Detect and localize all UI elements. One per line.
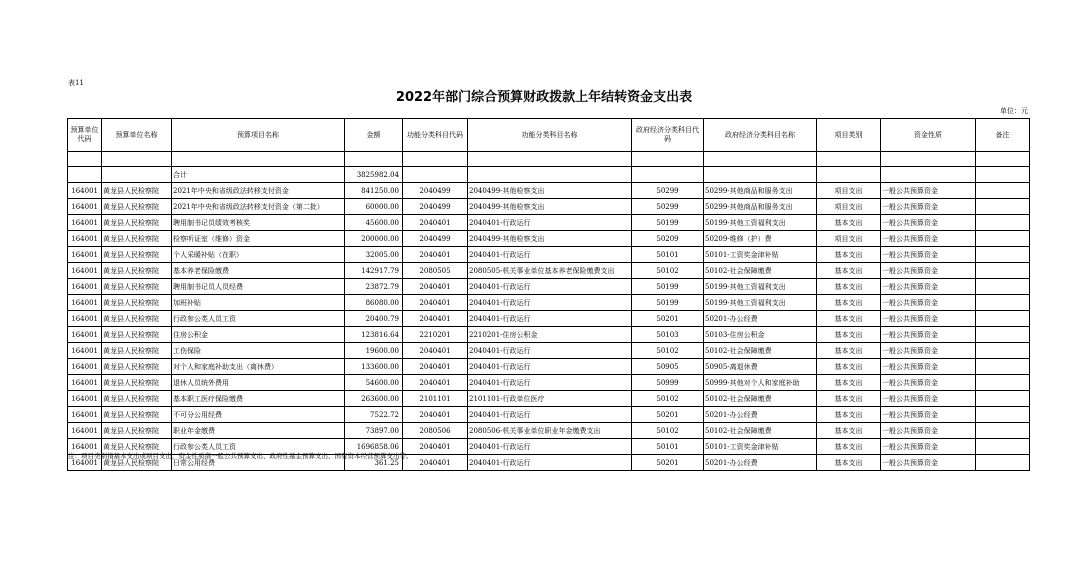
func-name-cell: 2040401-行政运行: [468, 375, 632, 391]
func-code-cell: 2040401: [403, 311, 468, 327]
econ-name-cell: 50299-其他商品和服务支出: [704, 199, 817, 215]
unit-name-cell: 黄龙县人民检察院: [102, 439, 172, 455]
project-name-cell: 行政参公类人员工资: [172, 311, 345, 327]
econ-code-cell: 50199: [632, 215, 704, 231]
amount-cell: 23872.79: [345, 279, 403, 295]
econ-name-cell: 50102-社会保障缴费: [704, 391, 817, 407]
unit-code-cell: 164001: [68, 295, 102, 311]
remark-cell: [976, 295, 1030, 311]
fund-type-cell: 一般公共预算资金: [881, 391, 976, 407]
unit-code-cell: 164001: [68, 247, 102, 263]
amount-cell: 200000.00: [345, 231, 403, 247]
remark-cell: [976, 183, 1030, 199]
amount-cell: 841250.00: [345, 183, 403, 199]
remark-cell: [976, 423, 1030, 439]
econ-code-cell: 50201: [632, 407, 704, 423]
econ-name-cell: 50102-社会保障缴费: [704, 423, 817, 439]
category-cell: 基本支出: [817, 295, 881, 311]
unit-name-cell: 黄龙县人民检察院: [102, 279, 172, 295]
unit-name-cell: 黄龙县人民检察院: [102, 359, 172, 375]
unit-name-cell: 黄龙县人民检察院: [102, 199, 172, 215]
remark-cell: [976, 455, 1030, 471]
fund-type-cell: 一般公共预算资金: [881, 343, 976, 359]
remark-cell: [976, 375, 1030, 391]
remark-cell: [976, 279, 1030, 295]
project-name-cell: 退休人员统外费用: [172, 375, 345, 391]
category-cell: 基本支出: [817, 343, 881, 359]
econ-name-cell: 50199-其他工资福利支出: [704, 279, 817, 295]
func-name-cell: 2040401-行政运行: [468, 439, 632, 455]
econ-name-cell: 50209-维修（护）费: [704, 231, 817, 247]
project-name-cell: 不可分公用经费: [172, 407, 345, 423]
unit-code-cell: 164001: [68, 391, 102, 407]
project-name-cell: 2021年中央和省级政法转移支付资金（第二批）: [172, 199, 345, 215]
header-row: [68, 119, 1030, 152]
table-row: [68, 343, 1030, 359]
func-code-cell: 2040401: [403, 359, 468, 375]
unit-name-cell: 黄龙县人民检察院: [102, 455, 172, 471]
header-cell: 金额: [345, 119, 403, 152]
func-name-cell: 2080505-机关事业单位基本养老保险缴费支出: [468, 263, 632, 279]
project-name-cell: 对个人和家庭补助支出（离休费）: [172, 359, 345, 375]
func-name-cell: 2101101-行政单位医疗: [468, 391, 632, 407]
fund-type-cell: 一般公共预算资金: [881, 231, 976, 247]
unit-code-cell: 164001: [68, 215, 102, 231]
category-cell: 基本支出: [817, 439, 881, 455]
func-code-cell: 2040499: [403, 199, 468, 215]
remark-cell: [976, 231, 1030, 247]
econ-name-cell: 50905-离退休费: [704, 359, 817, 375]
func-code-cell: 2040401: [403, 295, 468, 311]
func-name-cell: 2040401-行政运行: [468, 455, 632, 471]
unit-name-cell: 黄龙县人民检察院: [102, 391, 172, 407]
fund-type-cell: 一般公共预算资金: [881, 247, 976, 263]
table-row: [68, 311, 1030, 327]
footnote: 注：项目类别指基本支出或项目支出，资金性质指一般公共预算支出、政府性基金预算支出、国有资本经营预算支出等。: [68, 452, 413, 460]
fund-type-cell: 一般公共预算资金: [881, 263, 976, 279]
func-name-cell: 2040401-行政运行: [468, 407, 632, 423]
table-row: [68, 199, 1030, 215]
func-name-cell: 2040401-行政运行: [468, 311, 632, 327]
econ-code-cell: 50199: [632, 279, 704, 295]
remark-cell: [976, 263, 1030, 279]
spacer-row: [68, 152, 1030, 167]
unit-name-cell: 黄龙县人民检察院: [102, 215, 172, 231]
func-code-cell: 2080506: [403, 423, 468, 439]
table-row: [68, 295, 1030, 311]
econ-code-cell: 50209: [632, 231, 704, 247]
unit-label: 单位：元: [1000, 107, 1028, 115]
fund-type-cell: 一般公共预算资金: [881, 439, 976, 455]
remark-cell: [976, 343, 1030, 359]
unit-code-cell: 164001: [68, 375, 102, 391]
func-code-cell: 2040401: [403, 343, 468, 359]
unit-name-cell: 黄龙县人民检察院: [102, 375, 172, 391]
func-name-cell: 2040401-行政运行: [468, 343, 632, 359]
econ-name-cell: 50201-办公经费: [704, 455, 817, 471]
func-code-cell: 2040401: [403, 215, 468, 231]
func-code-cell: 2040401: [403, 439, 468, 455]
fund-type-cell: 一般公共预算资金: [881, 455, 976, 471]
fund-type-cell: 一般公共预算资金: [881, 311, 976, 327]
func-code-cell: 2040401: [403, 247, 468, 263]
remark-cell: [976, 311, 1030, 327]
econ-code-cell: 50102: [632, 423, 704, 439]
expenditure-table: [67, 118, 1030, 471]
table-row: [68, 263, 1030, 279]
econ-name-cell: 50201-办公经费: [704, 407, 817, 423]
unit-name-cell: 黄龙县人民检察院: [102, 231, 172, 247]
category-cell: 项目支出: [817, 183, 881, 199]
econ-code-cell: 50905: [632, 359, 704, 375]
econ-code-cell: 50101: [632, 439, 704, 455]
header-cell: 功能分类科目代码: [403, 119, 468, 152]
unit-name-cell: 黄龙县人民检察院: [102, 423, 172, 439]
unit-name-cell: 黄龙县人民检察院: [102, 311, 172, 327]
table-row: [68, 215, 1030, 231]
amount-cell: 1696858.06: [345, 439, 403, 455]
table-row: [68, 407, 1030, 423]
amount-cell: 7522.72: [345, 407, 403, 423]
econ-code-cell: 50999: [632, 375, 704, 391]
econ-name-cell: 50103-住房公积金: [704, 327, 817, 343]
table-row: [68, 183, 1030, 199]
func-code-cell: 2040499: [403, 183, 468, 199]
category-cell: 基本支出: [817, 327, 881, 343]
func-name-cell: 2040401-行政运行: [468, 215, 632, 231]
unit-name-cell: 黄龙县人民检察院: [102, 263, 172, 279]
amount-cell: 32005.00: [345, 247, 403, 263]
project-name-cell: 行政参公类人员工资: [172, 439, 345, 455]
fund-type-cell: 一般公共预算资金: [881, 215, 976, 231]
header-cell: 预算项目名称: [172, 119, 345, 152]
amount-cell: 45600.00: [345, 215, 403, 231]
unit-name-cell: 黄龙县人民检察院: [102, 295, 172, 311]
func-name-cell: 2040401-行政运行: [468, 295, 632, 311]
econ-code-cell: 50102: [632, 263, 704, 279]
amount-cell: 54600.00: [345, 375, 403, 391]
fund-type-cell: 一般公共预算资金: [881, 199, 976, 215]
func-name-cell: 2040499-其他检察支出: [468, 231, 632, 247]
category-cell: 基本支出: [817, 375, 881, 391]
fund-type-cell: 一般公共预算资金: [881, 327, 976, 343]
table-row: [68, 327, 1030, 343]
func-code-cell: 2101101: [403, 391, 468, 407]
category-cell: 基本支出: [817, 359, 881, 375]
func-name-cell: 2040401-行政运行: [468, 359, 632, 375]
unit-name-cell: 黄龙县人民检察院: [102, 183, 172, 199]
fund-type-cell: 一般公共预算资金: [881, 295, 976, 311]
func-code-cell: 2080505: [403, 263, 468, 279]
econ-code-cell: 50103: [632, 327, 704, 343]
header-cell: 政府经济分类科目名称: [704, 119, 817, 152]
remark-cell: [976, 215, 1030, 231]
category-cell: 基本支出: [817, 263, 881, 279]
table-row: [68, 231, 1030, 247]
unit-name-cell: 黄龙县人民检察院: [102, 407, 172, 423]
project-name-cell: 2021年中央和省级政法转移支付资金: [172, 183, 345, 199]
project-name-cell: 基本职工医疗保险缴费: [172, 391, 345, 407]
total-amount: 3825982.04: [345, 167, 403, 183]
category-cell: 基本支出: [817, 279, 881, 295]
total-label: 合计: [172, 167, 345, 183]
fund-type-cell: 一般公共预算资金: [881, 183, 976, 199]
econ-name-cell: 50201-办公经费: [704, 311, 817, 327]
econ-code-cell: 50102: [632, 391, 704, 407]
econ-name-cell: 50199-其他工资福利支出: [704, 295, 817, 311]
econ-code-cell: 50299: [632, 199, 704, 215]
unit-code-cell: 164001: [68, 359, 102, 375]
unit-code-cell: 164001: [68, 343, 102, 359]
econ-name-cell: 50101-工资奖金津补贴: [704, 247, 817, 263]
project-name-cell: 职业年金缴费: [172, 423, 345, 439]
unit-code-cell: 164001: [68, 183, 102, 199]
unit-code-cell: 164001: [68, 231, 102, 247]
econ-code-cell: 50199: [632, 295, 704, 311]
func-code-cell: 2040401: [403, 375, 468, 391]
header-cell: 项目类别: [817, 119, 881, 152]
header-cell: 备注: [976, 119, 1030, 152]
header-cell: 政府经济分类科目代码: [632, 119, 704, 152]
func-name-cell: 2210201-住房公积金: [468, 327, 632, 343]
func-name-cell: 2040401-行政运行: [468, 247, 632, 263]
unit-code-cell: 164001: [68, 263, 102, 279]
func-name-cell: 2080506-机关事业单位职业年金缴费支出: [468, 423, 632, 439]
table-row: [68, 375, 1030, 391]
unit-code-cell: 164001: [68, 439, 102, 455]
unit-code-cell: 164001: [68, 279, 102, 295]
unit-code-cell: 164001: [68, 199, 102, 215]
amount-cell: 86080.00: [345, 295, 403, 311]
econ-name-cell: 50999-其他对个人和家庭补助: [704, 375, 817, 391]
unit-name-cell: 黄龙县人民检察院: [102, 327, 172, 343]
func-name-cell: 2040499-其他检察支出: [468, 183, 632, 199]
func-code-cell: 2040401: [403, 455, 468, 471]
func-code-cell: 2210201: [403, 327, 468, 343]
category-cell: 基本支出: [817, 423, 881, 439]
amount-cell: 19600.00: [345, 343, 403, 359]
remark-cell: [976, 199, 1030, 215]
category-cell: 基本支出: [817, 215, 881, 231]
econ-name-cell: 50102-社会保障缴费: [704, 343, 817, 359]
econ-name-cell: 50102-社会保障缴费: [704, 263, 817, 279]
unit-code-cell: 164001: [68, 311, 102, 327]
header-cell: 资金性质: [881, 119, 976, 152]
econ-code-cell: 50299: [632, 183, 704, 199]
unit-code-cell: 164001: [68, 423, 102, 439]
unit-code-cell: 164001: [68, 327, 102, 343]
category-cell: 项目支出: [817, 231, 881, 247]
category-cell: 基本支出: [817, 407, 881, 423]
remark-cell: [976, 359, 1030, 375]
project-name-cell: 基本养老保险缴费: [172, 263, 345, 279]
func-name-cell: 2040401-行政运行: [468, 279, 632, 295]
table-row: [68, 359, 1030, 375]
econ-name-cell: 50199-其他工资福利支出: [704, 215, 817, 231]
project-name-cell: 住房公积金: [172, 327, 345, 343]
category-cell: 基本支出: [817, 455, 881, 471]
econ-code-cell: 50102: [632, 343, 704, 359]
fund-type-cell: 一般公共预算资金: [881, 407, 976, 423]
project-name-cell: 聘用制书记员绩效考核奖: [172, 215, 345, 231]
econ-code-cell: 50101: [632, 247, 704, 263]
unit-code-cell: 164001: [68, 407, 102, 423]
econ-code-cell: 50201: [632, 311, 704, 327]
total-row: [68, 167, 1030, 183]
amount-cell: 133600.00: [345, 359, 403, 375]
econ-name-cell: 50101-工资奖金津补贴: [704, 439, 817, 455]
category-cell: 项目支出: [817, 199, 881, 215]
amount-cell: 20400.79: [345, 311, 403, 327]
fund-type-cell: 一般公共预算资金: [881, 359, 976, 375]
fund-type-cell: 一般公共预算资金: [881, 375, 976, 391]
amount-cell: 123816.64: [345, 327, 403, 343]
header-cell: 预算单位代码: [68, 119, 102, 152]
project-name-cell: 聘用制书记员人员经费: [172, 279, 345, 295]
table-row: [68, 423, 1030, 439]
table-row: [68, 247, 1030, 263]
amount-cell: 361.25: [345, 455, 403, 471]
table-row: [68, 279, 1030, 295]
amount-cell: 263600.00: [345, 391, 403, 407]
remark-cell: [976, 247, 1030, 263]
func-name-cell: 2040499-其他检察支出: [468, 199, 632, 215]
remark-cell: [976, 327, 1030, 343]
func-code-cell: 2040401: [403, 407, 468, 423]
remark-cell: [976, 407, 1030, 423]
amount-cell: 60000.00: [345, 199, 403, 215]
amount-cell: 73897.00: [345, 423, 403, 439]
category-cell: 基本支出: [817, 391, 881, 407]
table-number: 表11: [68, 79, 84, 87]
page-title: 2022年部门综合预算财政拨款上年结转资金支出表: [395, 90, 693, 105]
project-name-cell: 日常公用经费: [172, 455, 345, 471]
remark-cell: [976, 439, 1030, 455]
unit-name-cell: 黄龙县人民检察院: [102, 247, 172, 263]
project-name-cell: 加班补贴: [172, 295, 345, 311]
unit-name-cell: 黄龙县人民检察院: [102, 343, 172, 359]
remark-cell: [976, 391, 1030, 407]
func-code-cell: 2040401: [403, 279, 468, 295]
fund-type-cell: 一般公共预算资金: [881, 279, 976, 295]
econ-code-cell: 50201: [632, 455, 704, 471]
header-cell: 功能分类科目名称: [468, 119, 632, 152]
project-name-cell: 工伤保险: [172, 343, 345, 359]
func-code-cell: 2040499: [403, 231, 468, 247]
unit-code-cell: 164001: [68, 455, 102, 471]
table-row: [68, 391, 1030, 407]
category-cell: 基本支出: [817, 247, 881, 263]
econ-name-cell: 50299-其他商品和服务支出: [704, 183, 817, 199]
project-name-cell: 个人采暖补贴（在职）: [172, 247, 345, 263]
project-name-cell: 检察听证室（维修）资金: [172, 231, 345, 247]
header-cell: 预算单位名称: [102, 119, 172, 152]
fund-type-cell: 一般公共预算资金: [881, 423, 976, 439]
category-cell: 基本支出: [817, 311, 881, 327]
amount-cell: 142917.79: [345, 263, 403, 279]
